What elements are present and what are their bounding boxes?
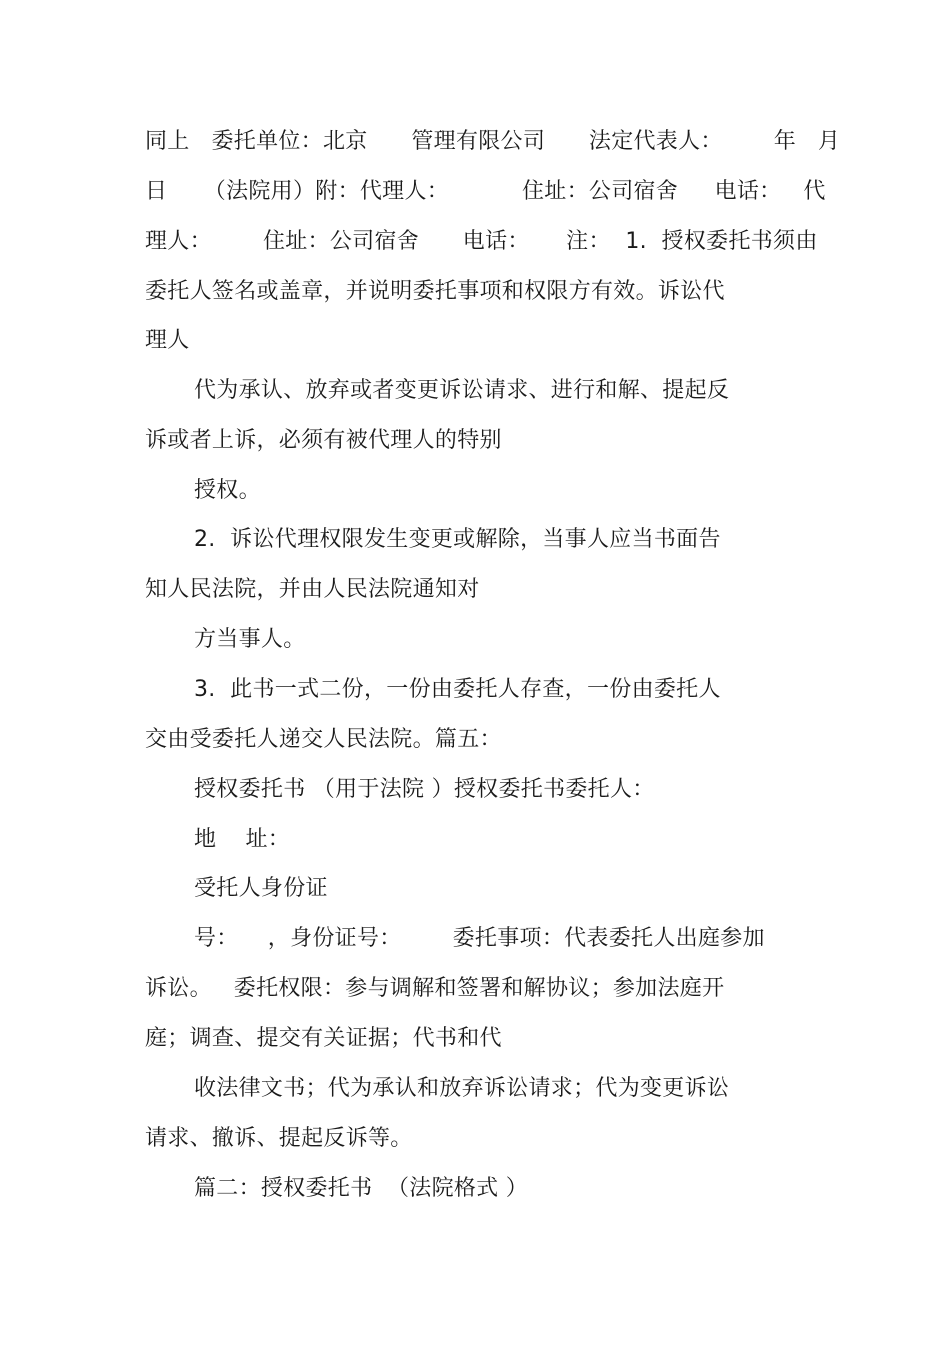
text-line-17: 号： ，身份证号： 委托事项：代表委托人出庭参加 — [194, 926, 765, 951]
text-line-11: 方当事人。 — [194, 627, 306, 652]
text-line-4: 委托人签名或盖章，并说明委托事项和权限方有效。诉讼代 — [145, 279, 725, 304]
text-line-8: 授权。 — [194, 478, 261, 503]
text-line-12: 3. 此书一式二份，一份由委托人存查，一份由委托人 — [194, 677, 721, 702]
text-line-5: 理人 — [145, 328, 190, 353]
text-line-1: 同上 委托单位：北京 管理有限公司 法定代表人： 年 月 — [145, 129, 841, 154]
text-line-21: 请求、撤诉、提起反诉等。 — [145, 1126, 413, 1151]
text-line-13: 交由受委托人递交人民法院。篇五： — [145, 727, 502, 752]
text-line-20: 收法律文书；代为承认和放弃诉讼请求；代为变更诉讼 — [194, 1076, 730, 1101]
text-line-6: 代为承认、放弃或者变更诉讼请求、进行和解、提起反 — [194, 378, 730, 403]
text-line-19: 庭；调查、提交有关证据；代书和代 — [145, 1026, 502, 1051]
text-line-14: 授权委托书 （用于法院 ）授权委托书委托人： — [194, 777, 655, 802]
text-line-7: 诉或者上诉，必须有被代理人的特别 — [145, 428, 502, 453]
text-line-9: 2. 诉讼代理权限发生变更或解除，当事人应当书面告 — [194, 527, 721, 552]
text-line-16: 受托人身份证 — [194, 876, 328, 901]
text-line-2: 日 （法院用）附：代理人： 住址：公司宿舍 电话： 代 — [145, 179, 826, 204]
text-line-18: 诉讼。 委托权限：参与调解和签署和解协议；参加法庭开 — [145, 976, 725, 1001]
text-line-15: 地 址： — [194, 827, 291, 852]
text-line-22: 篇二：授权委托书 （法院格式 ） — [194, 1176, 529, 1201]
text-line-10: 知人民法院，并由人民法院通知对 — [145, 577, 480, 602]
text-line-3: 理人： 住址：公司宿舍 电话： 注： 1. 授权委托书须由 — [145, 229, 818, 254]
